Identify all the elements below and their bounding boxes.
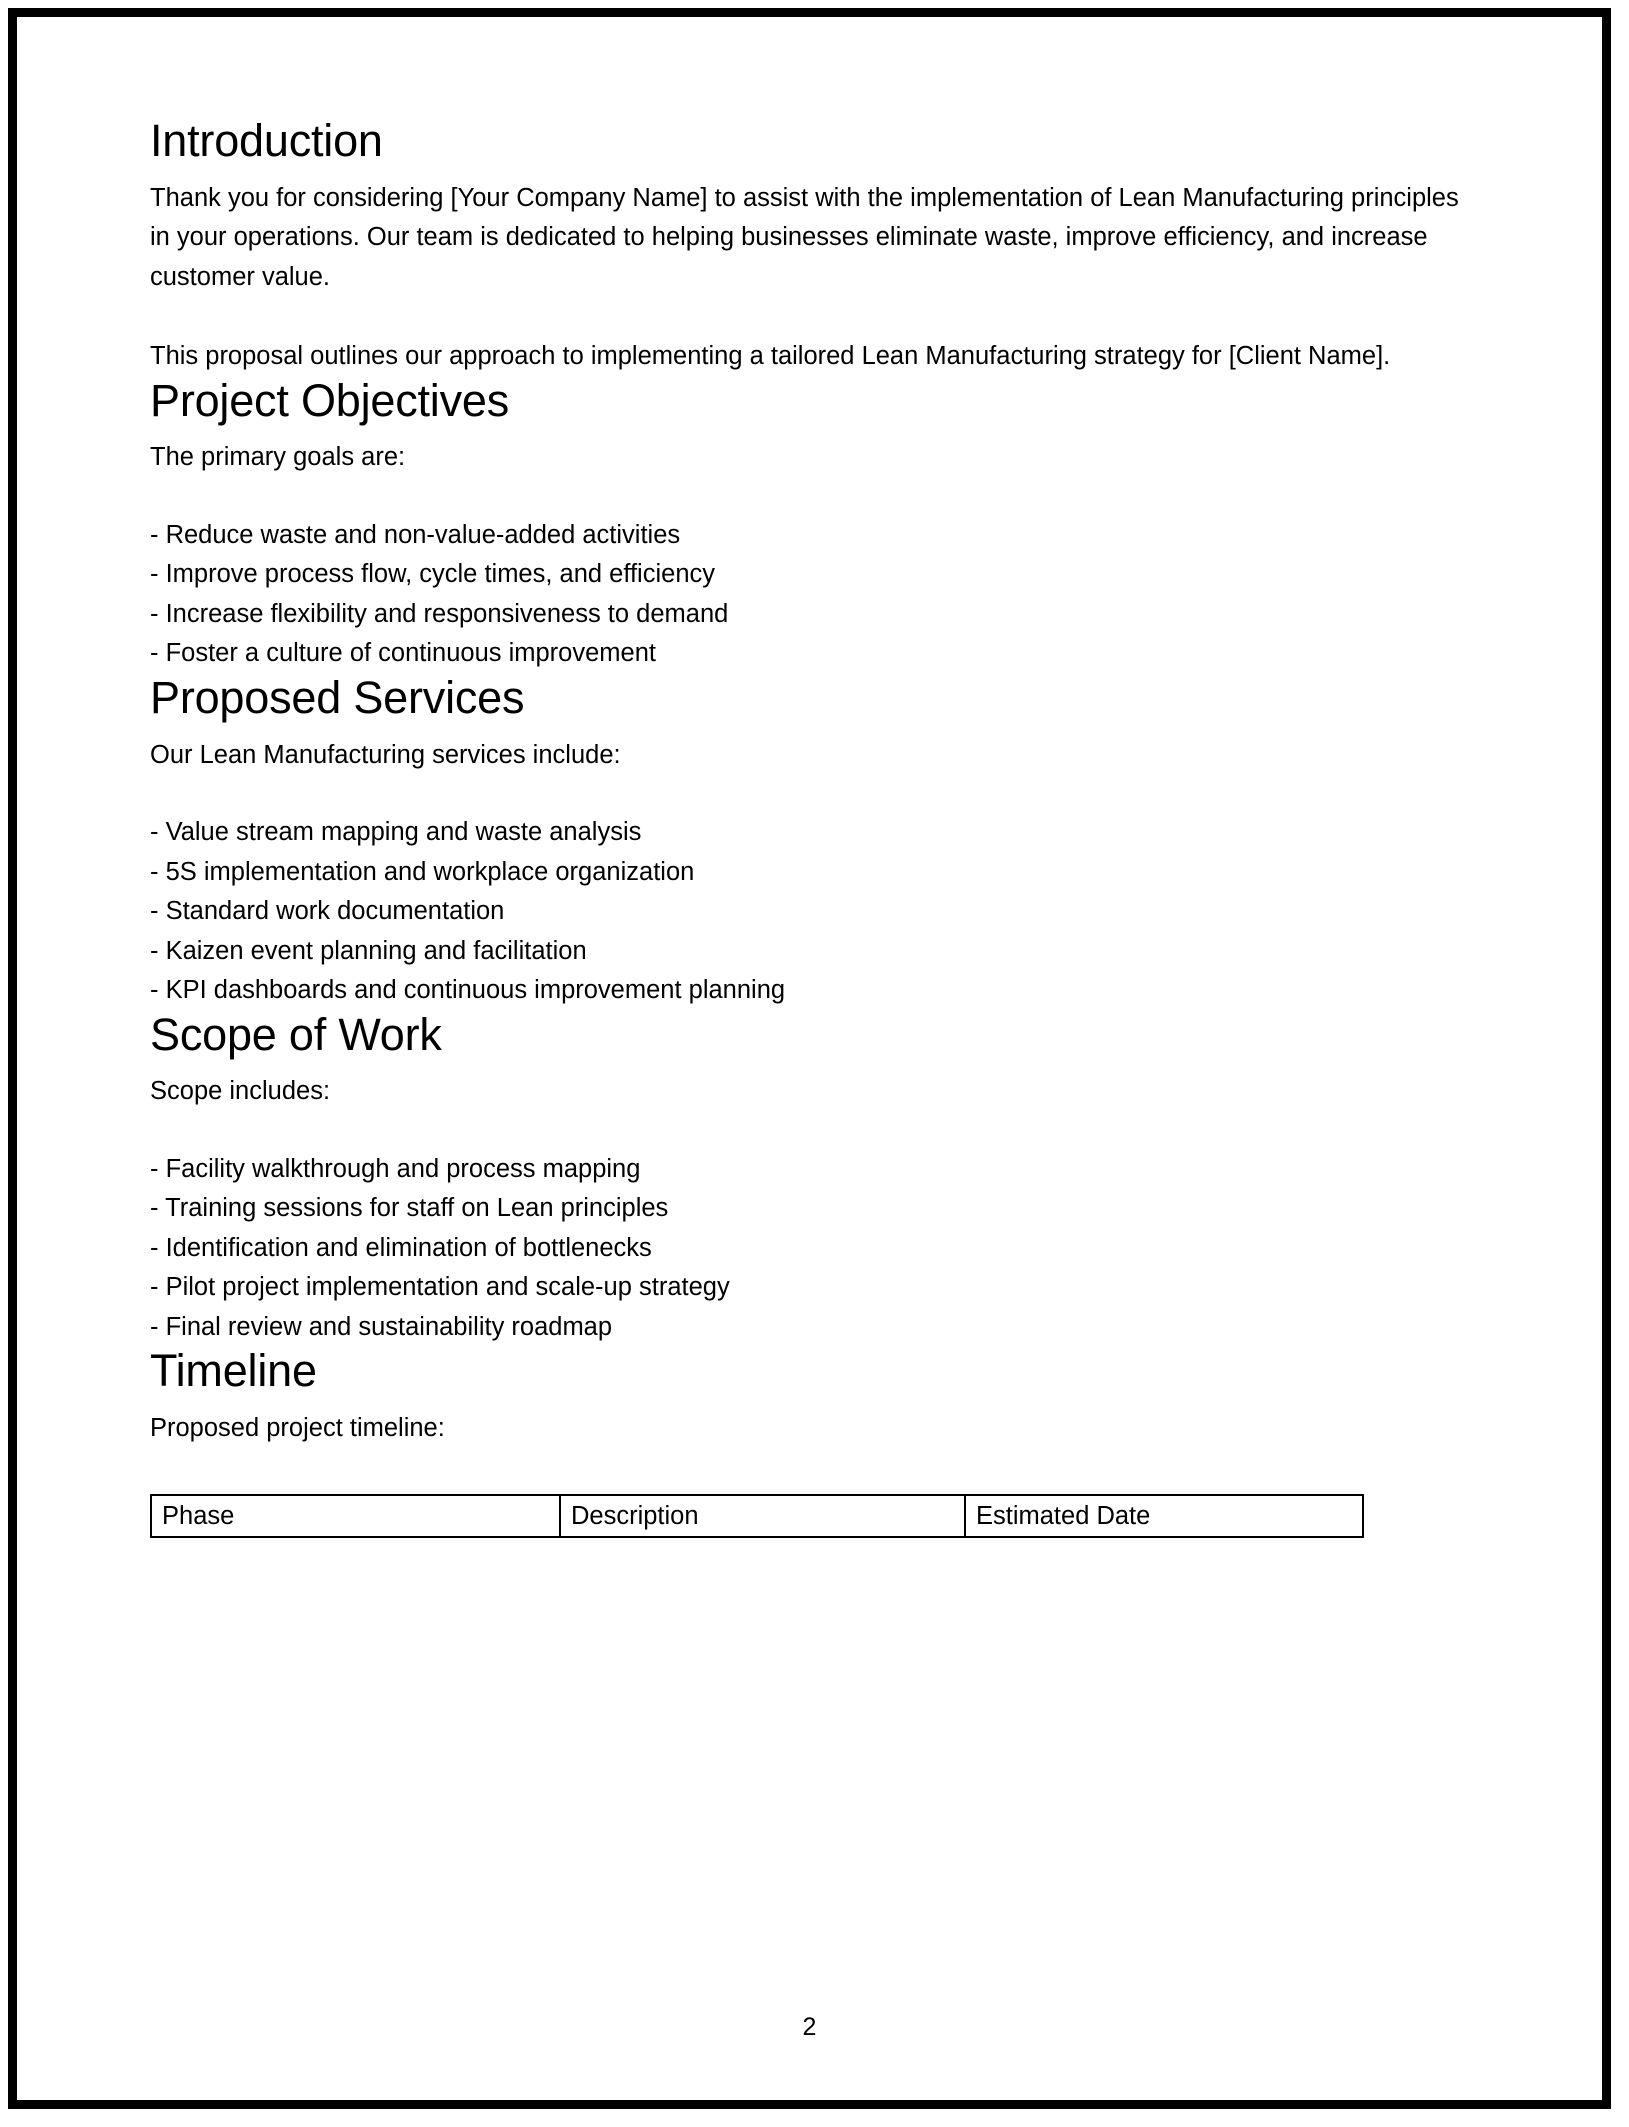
document-content bbox=[150, 117, 1460, 1538]
list-item: - Facility walkthrough and process mapping bbox=[150, 1154, 641, 1183]
introduction-paragraph-1: Thank you for considering [Your Company Name] to assist with the implementation of Lean Manufacturing principles in your operations. Our team is dedicated to helping businesses eliminate waste, improve efficiency, and increase customer value. bbox=[150, 183, 1459, 291]
scope-of-work-list bbox=[150, 1150, 1460, 1348]
list-item: - Identification and elimination of bottlenecks bbox=[150, 1233, 652, 1262]
page-number: 2 bbox=[802, 2013, 817, 2041]
scope-of-work-lede: Scope includes: bbox=[150, 1077, 331, 1106]
list-item: - Kaizen event planning and facilitation bbox=[150, 936, 587, 965]
list-item: - Pilot project implementation and scale-up strategy bbox=[150, 1273, 730, 1302]
list-item: - Value stream mapping and waste analysis bbox=[150, 818, 642, 847]
list-item: - Final review and sustainability roadmap bbox=[150, 1312, 613, 1341]
timeline-lede: Proposed project timeline: bbox=[150, 1413, 445, 1442]
list-item: - Standard work documentation bbox=[150, 897, 505, 926]
section-heading-project-objectives: Project Objectives bbox=[150, 374, 510, 426]
table-header-phase: Phase bbox=[151, 1495, 560, 1537]
project-objectives-list bbox=[150, 516, 1460, 674]
project-objectives-lede: The primary goals are: bbox=[150, 443, 406, 472]
section-heading-proposed-services: Proposed Services bbox=[150, 671, 525, 723]
timeline-table bbox=[150, 1494, 1364, 1538]
table-header-estimated-date: Estimated Date bbox=[965, 1495, 1363, 1537]
document-page bbox=[8, 8, 1611, 2109]
section-heading-scope-of-work: Scope of Work bbox=[150, 1008, 442, 1060]
table-header-row bbox=[151, 1495, 1363, 1537]
proposed-services-lede: Our Lean Manufacturing services include: bbox=[150, 740, 621, 769]
list-item: - Improve process flow, cycle times, and efficiency bbox=[150, 560, 715, 589]
introduction-paragraph-2: This proposal outlines our approach to implementing a tailored Lean Manufacturing strategy for [Client Name]. bbox=[150, 342, 1391, 371]
list-item: - KPI dashboards and continuous improvement planning bbox=[150, 976, 786, 1005]
list-item: - Foster a culture of continuous improvement bbox=[150, 639, 656, 668]
list-item: - 5S implementation and workplace organization bbox=[150, 857, 695, 886]
list-item: - Increase flexibility and responsiveness to demand bbox=[150, 599, 729, 628]
section-heading-timeline: Timeline bbox=[150, 1345, 317, 1397]
list-item: - Reduce waste and non-value-added activities bbox=[150, 520, 681, 549]
page-sheet bbox=[17, 17, 1602, 2100]
list-item: - Training sessions for staff on Lean principles bbox=[150, 1194, 669, 1223]
table-header-description: Description bbox=[560, 1495, 965, 1537]
section-heading-introduction: Introduction bbox=[150, 115, 383, 166]
proposed-services-list bbox=[150, 813, 1460, 1011]
